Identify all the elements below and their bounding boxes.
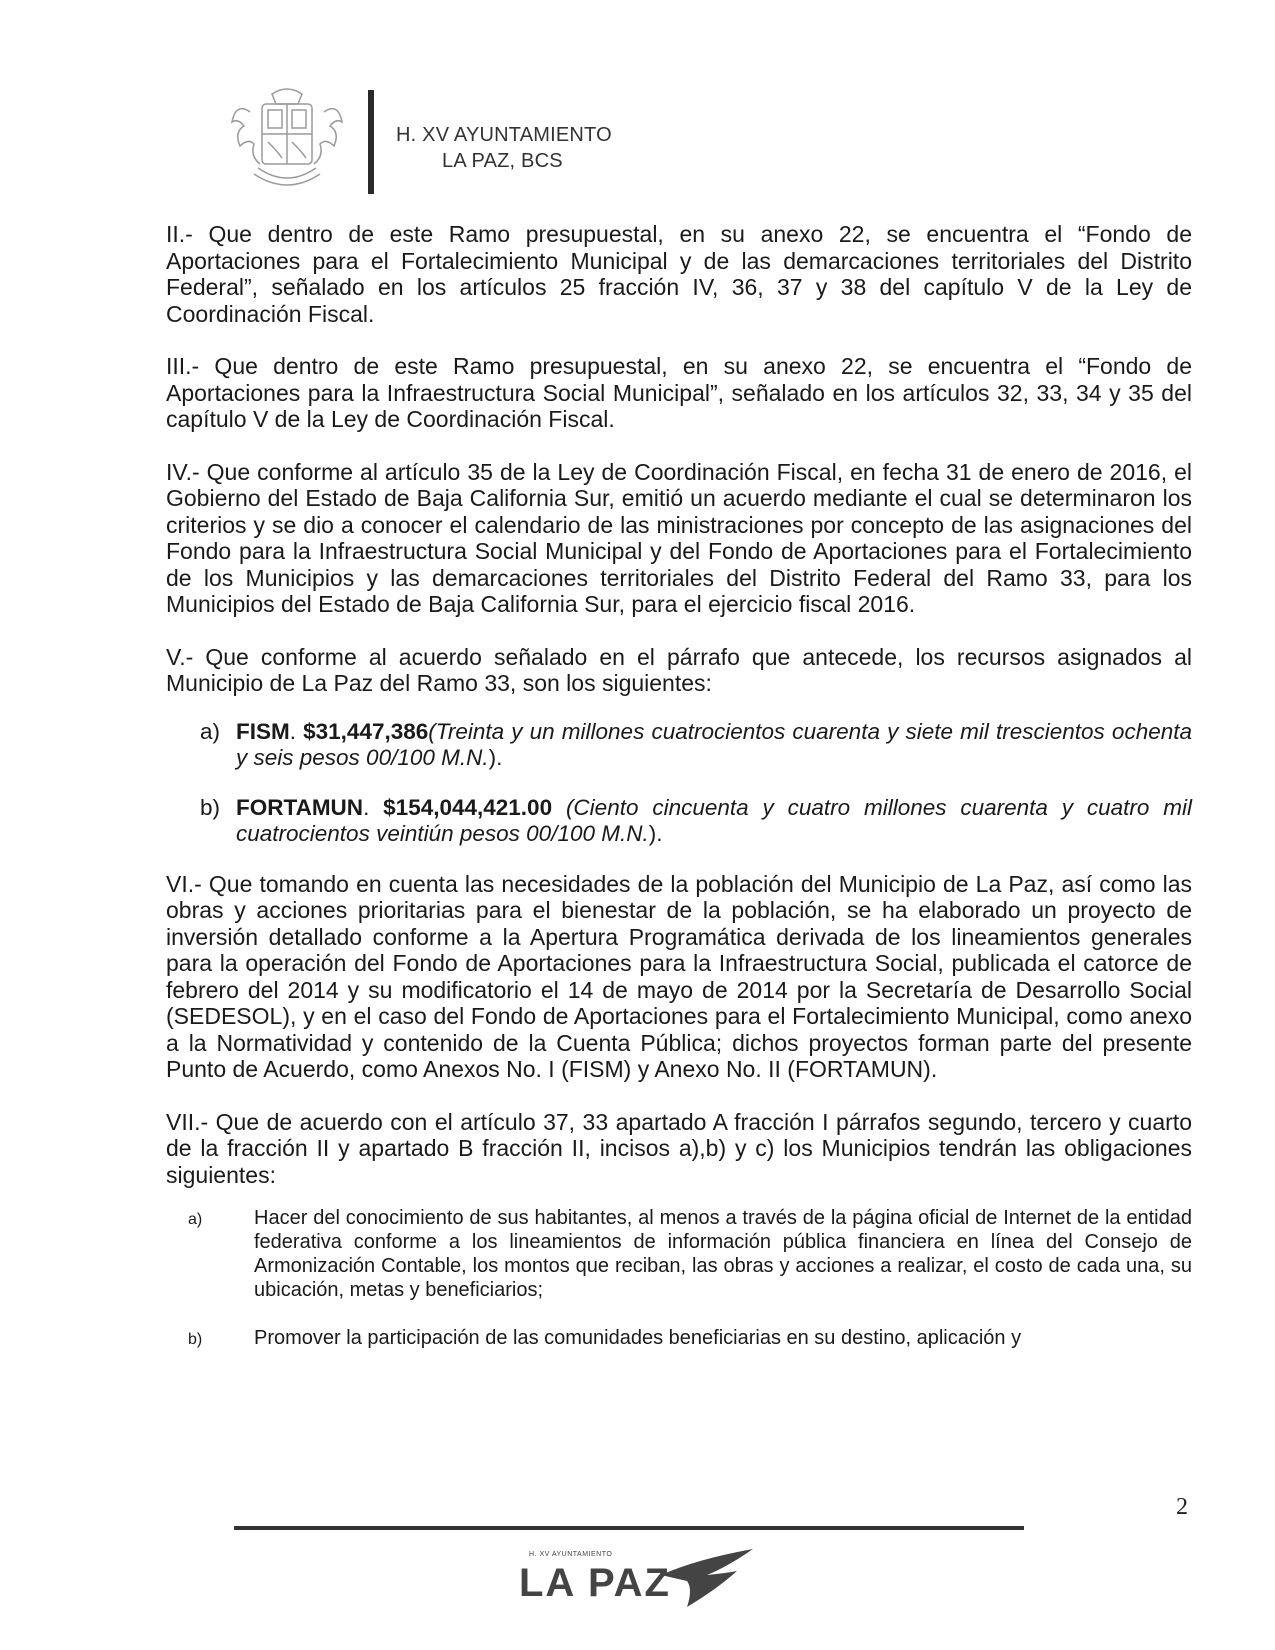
- letterhead: [228, 82, 688, 202]
- fund-amount: $154,044,421.00: [383, 794, 553, 820]
- list-item-label: b): [188, 1331, 203, 1348]
- list-item-text: Promover la participación de las comunidades beneficiarias en su destino, aplicación y: [254, 1327, 1022, 1349]
- paragraph-vii: VII.- Que de acuerdo con el artículo 37, 33 apartado A fracción I párrafos segundo, tercero y cuarto de la fracción II y apartado B fracción II, incisos a),b) y c) los Municipios tendrán las obligaciones siguientes:: [166, 1108, 1192, 1188]
- fund-amount-words: (Ciento cincuenta y cuatro millones cuarenta y cuatro mil cuatrocientos veintiún pesos 00/100 M.N.: [236, 794, 1192, 846]
- fund-name: FISM: [236, 718, 290, 744]
- paragraph-iii: III.- Que dentro de este Ramo presupuestal, en su anexo 22, se encuentra el “Fondo de Aportaciones para la Infraestructura Social Municipal”, señalado en los artículos 32, 33, 34 y 35 del capítulo V de la Ley de Coordinación Fiscal.: [166, 353, 1192, 432]
- list-item: [166, 1326, 1192, 1352]
- coat-of-arms-icon: [228, 82, 346, 194]
- logo-subtitle: H. XV AYUNTAMIENTO: [529, 1551, 613, 1558]
- fund-separator: .: [363, 794, 384, 820]
- paragraph-v: V.- Que conforme al acuerdo señalado en el párrafo que antecede, los recursos asignados al Municipio de La Paz del Ramo 33, son los siguientes:: [166, 643, 1192, 696]
- logo-text: LA PAZ: [519, 1561, 671, 1605]
- list-item-label: a): [188, 1211, 203, 1228]
- organization-name: [396, 122, 612, 174]
- fund-item-fism: [166, 719, 1192, 771]
- org-line-1: H. XV AYUNTAMIENTO: [396, 124, 612, 146]
- fund-amount-words: (Treinta y un millones cuatrocientos cuarenta y siete mil trescientos ochenta y seis pesos 00/100 M.N.: [236, 718, 1192, 770]
- footer-divider: [234, 1526, 1024, 1530]
- fund-item-fortamun: [166, 795, 1192, 847]
- fund-amount: $31,447,386: [303, 718, 429, 744]
- paragraph-ii: II.- Que dentro de este Ramo presupuestal, en su anexo 22, se encuentra el “Fondo de Aportaciones para el Fortalecimiento Municipal y de las demarcaciones territoriales del Distrito Federal”, señalado en los artículos 25 fracción IV, 36, 37 y 38 del capítulo V de la Ley de Coordinación Fiscal.: [166, 221, 1192, 327]
- list-item: [166, 1206, 1192, 1302]
- fund-item-text: [236, 719, 1192, 771]
- footer-logo: [515, 1537, 755, 1617]
- fund-close: ).: [648, 820, 663, 846]
- list-item-text: Hacer del conocimiento de sus habitantes, al menos a través de la página oficial de Internet de la entidad federativa conforme a los lineamientos de información pública financiera en línea del Consejo de Armonización Contable, los montos que reciban, las obras y acciones a realizar, el costo de cada una, su ubicación, metas y beneficiarios;: [254, 1207, 1192, 1301]
- wing-logo-icon: [657, 1545, 757, 1609]
- paragraph-vi: VI.- Que tomando en cuenta las necesidades de la población del Municipio de La Paz, así como las obras y acciones prioritarias para el bienestar de la población, se ha elaborado un proyecto de inversión detallado conforme a la Apertura Programática derivada de los lineamientos generales para la operación del Fondo de Aportaciones para la Infraestructura Social, publicada el catorce de febrero del 2014 y su modificatorio el 14 de mayo de 2014 por la Secretaría de Desarrollo Social (SEDESOL), y en el caso del Fondo de Aportaciones para el Fortalecimiento Municipal, como anexo a la Normatividad y contenido de la Cuenta Pública; dichos proyectos forman parte del presente Punto de Acuerdo, como Anexos No. I (FISM) y Anexo No. II (FORTAMUN).: [166, 870, 1192, 1082]
- fund-name: FORTAMUN: [236, 794, 364, 820]
- fund-item-text: [236, 795, 1192, 847]
- paragraph-iv: IV.- Que conforme al artículo 35 de la Ley de Coordinación Fiscal, en fecha 31 de enero de 2016, el Gobierno del Estado de Baja California Sur, emitió un acuerdo mediante el cual se determinaron los criterios y se dio a conocer el calendario de las ministraciones por concepto de las asignaciones del Fondo para la Infraestructura Social Municipal y del Fondo de Aportaciones para el Fortalecimiento de los Municipios y las demarcaciones territoriales del Distrito Federal del Ramo 33, para los Municipios del Estado de Baja California Sur, para el ejercicio fiscal 2016.: [166, 458, 1192, 617]
- document-body: [166, 221, 1192, 1376]
- fund-item-label: a): [200, 718, 221, 744]
- header-divider: [368, 90, 374, 194]
- fund-separator: .: [289, 718, 304, 744]
- page-number: 2: [1176, 1494, 1188, 1520]
- fund-close: ).: [488, 744, 503, 770]
- fund-item-label: b): [200, 794, 221, 820]
- org-line-2: LA PAZ, BCS: [442, 150, 563, 172]
- obligations-list: [166, 1206, 1192, 1352]
